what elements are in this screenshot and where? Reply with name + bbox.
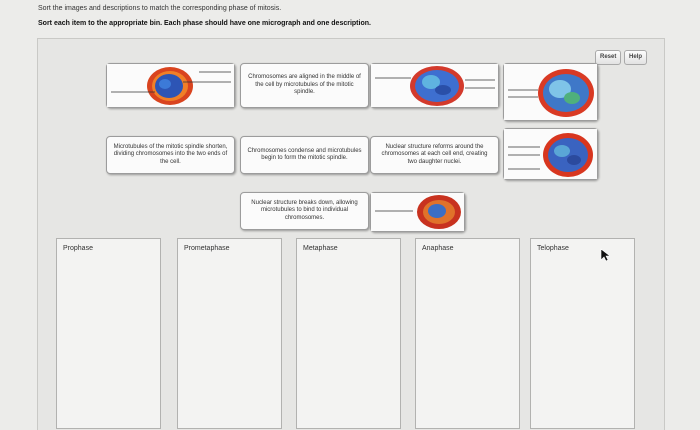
micrograph-card[interactable] <box>503 63 598 121</box>
bin-metaphase[interactable] <box>296 238 401 429</box>
bin-prometaphase[interactable] <box>177 238 282 429</box>
micrograph-card[interactable] <box>503 128 598 180</box>
instructions-line2: Sort each item to the appropriate bin. Each phase should have one micrograph and one description. <box>38 20 371 27</box>
micrograph-image <box>504 64 597 120</box>
micrograph-image <box>371 193 464 231</box>
bin-prophase[interactable] <box>56 238 161 429</box>
description-card[interactable] <box>106 136 235 174</box>
description-text: Microtubules of the mitotic spindle shorten, dividing chromosomes into the two ends of the cell. <box>113 143 228 165</box>
micrograph-image <box>371 64 498 107</box>
bin-label: Prometaphase <box>184 245 230 252</box>
micrograph-image <box>107 64 234 107</box>
micrograph-card[interactable] <box>370 63 499 108</box>
micrograph-image <box>504 129 597 179</box>
description-text: Nuclear structure reforms around the chromosomes at each cell end, creating two daughter nuclei. <box>381 143 488 165</box>
description-card[interactable] <box>240 192 369 230</box>
micrograph-card[interactable] <box>106 63 235 108</box>
bin-label: Prophase <box>63 245 93 252</box>
bin-label: Telophase <box>537 245 569 252</box>
description-text: Nuclear structure breaks down, allowing microtubules to bind to individual chromosomes. <box>251 199 358 221</box>
bin-anaphase[interactable] <box>415 238 520 429</box>
description-text: Chromosomes condense and microtubules begin to form the mitotic spindle. <box>247 147 362 161</box>
bin-telophase[interactable] <box>530 238 635 429</box>
cursor-arrow-icon <box>600 248 610 262</box>
bin-label: Metaphase <box>303 245 338 252</box>
description-card[interactable] <box>370 136 499 174</box>
micrograph-card[interactable] <box>370 192 465 232</box>
instructions-line1: Sort the images and descriptions to match the corresponding phase of mitosis. <box>38 5 282 12</box>
description-card[interactable] <box>240 63 369 108</box>
help-button[interactable]: Help <box>624 50 647 65</box>
description-text: Chromosomes are aligned in the middle of the cell by microtubules of the mitotic spindle. <box>248 74 361 96</box>
reset-button[interactable]: Reset <box>595 50 621 65</box>
description-card[interactable] <box>240 136 369 174</box>
bin-label: Anaphase <box>422 245 454 252</box>
